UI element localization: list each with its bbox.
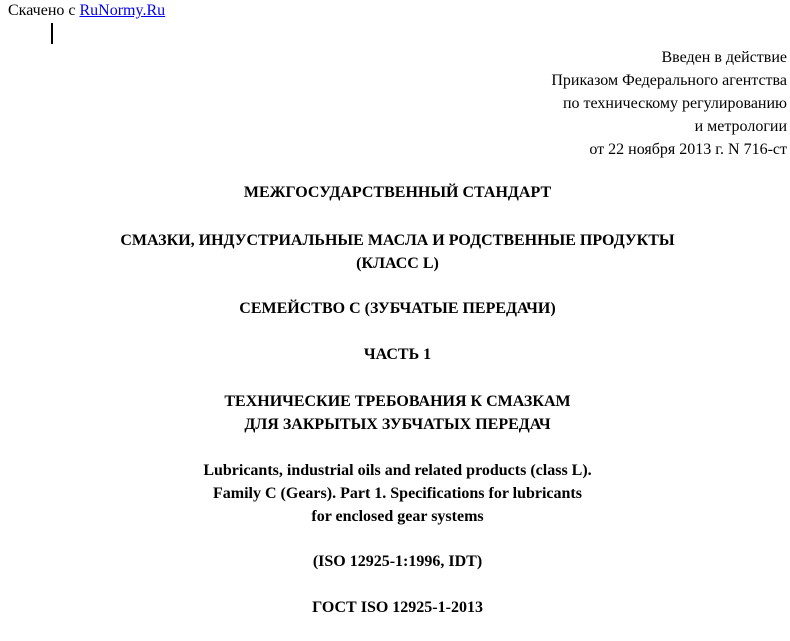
- enactment-line: Приказом Федерального агентства: [551, 72, 787, 89]
- enactment-line: от 22 ноября 2013 г. N 716-ст: [589, 141, 787, 158]
- text-cursor: [51, 23, 53, 44]
- standard-name-line: СМАЗКИ, ИНДУСТРИАЛЬНЫЕ МАСЛА И РОДСТВЕННЫЕ ПРОДУКТЫ: [120, 232, 675, 249]
- runormy-link[interactable]: RuNormy.Ru: [79, 2, 166, 19]
- english-title-line: for enclosed gear systems: [311, 508, 484, 525]
- english-title-line: Lubricants, industrial oils and related products (class L).: [203, 462, 592, 479]
- enactment-line: и метрологии: [694, 118, 787, 135]
- enactment-block: [551, 46, 787, 161]
- subject-line: ТЕХНИЧЕСКИЕ ТРЕБОВАНИЯ К СМАЗКАМ: [224, 393, 571, 410]
- english-title-line: Family C (Gears). Part 1. Specifications for lubricants: [213, 485, 582, 502]
- standard-name-line: (КЛАСС L): [356, 255, 439, 272]
- standard-type-heading: [0, 181, 790, 204]
- part-heading: [0, 343, 790, 366]
- gost-number-heading: [0, 596, 790, 619]
- source-prefix: Скачено с: [8, 2, 80, 19]
- standard-type: МЕЖГОСУДАРСТВЕННЫЙ СТАНДАРТ: [243, 184, 552, 201]
- standard-name-heading: [0, 229, 790, 275]
- enactment-line: Введен в действие: [661, 49, 787, 66]
- enactment-line: по техническому регулированию: [562, 95, 787, 112]
- gost-number: ГОСТ ISO 12925-1-2013: [312, 599, 483, 616]
- subject-line: ДЛЯ ЗАКРЫТЫХ ЗУБЧАТЫХ ПЕРЕДАЧ: [244, 416, 551, 433]
- english-title: [0, 459, 790, 528]
- source-line: [8, 1, 165, 21]
- iso-reference-heading: [0, 550, 790, 573]
- family-heading: [0, 297, 790, 320]
- family-title: СЕМЕЙСТВО C (ЗУБЧАТЫЕ ПЕРЕДАЧИ): [239, 300, 556, 317]
- part-title: ЧАСТЬ 1: [363, 346, 432, 363]
- iso-reference: (ISO 12925-1:1996, IDT): [312, 553, 483, 570]
- subject-heading: [0, 390, 790, 436]
